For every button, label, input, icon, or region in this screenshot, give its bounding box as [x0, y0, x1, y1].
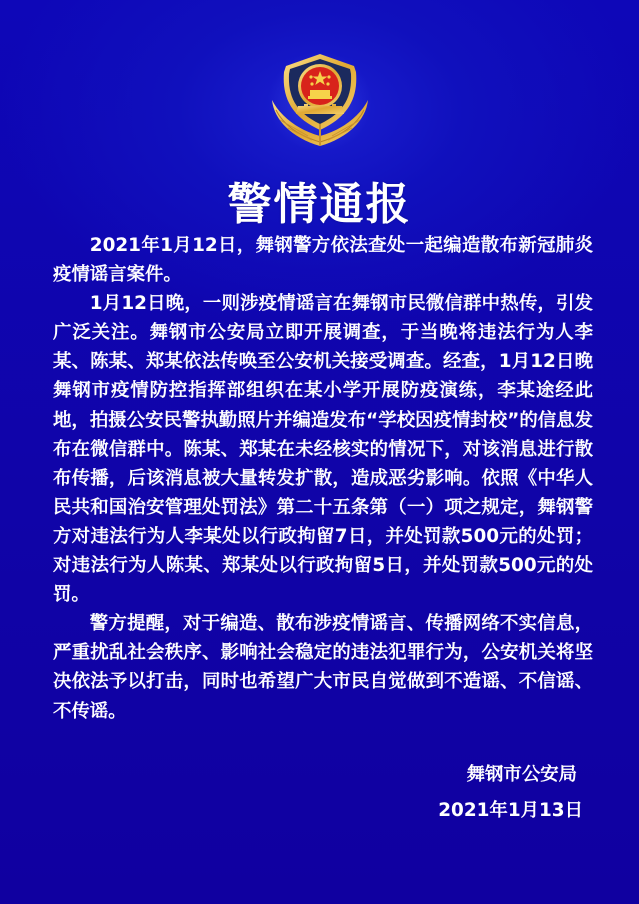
- signature-block: [438, 757, 583, 829]
- notice-body: [53, 231, 593, 726]
- page-title: 警情通报: [227, 179, 412, 230]
- paragraph-details: 1月12日晚，一则涉疫情谣言在舞钢市民微信群中热传，引发广泛关注。舞钢市公安局立即开展调查，于当晚将违法行为人李某、陈某、郑某依法传唤至公安机关接受调查。经查，1月12日晚舞钢市疫情防控指挥部组织在某小学开展防疫演练，李某途经此地，拍摄公安民警执勤照片并编造发布“学校因疫情封校”的信息发布在微信群中。陈某、郑某在未经核实的情况下，对该消息进行散布传播，后该消息被大量转发扩散，造成恶劣影响。依照《中华人民共和国治安管理处罚法》第二十五条第（一）项之规定，舞钢警方对违法行为人李某处以行政拘留7日，并处罚款500元的处罚；对违法行为人陈某、郑某处以行政拘留5日，并处罚款500元的处罚。: [53, 293, 593, 606]
- paragraph-summary: 2021年1月12日，舞钢警方依法查处一起编造散布新冠肺炎疫情谣言案件。: [53, 235, 593, 286]
- paragraph-reminder: 警方提醒，对于编造、散布涉疫情谣言、传播网络不实信息，严重扰乱社会秩序、影响社会稳定的违法犯罪行为，公安机关将坚决依法予以打击，同时也希望广大市民自觉做到不造谣、不信谣、不传谣。: [53, 613, 593, 722]
- police-badge-icon: [268, 50, 372, 150]
- signature-organization: 舞钢市公安局: [466, 764, 577, 785]
- signature-date: 2021年1月13日: [438, 800, 583, 821]
